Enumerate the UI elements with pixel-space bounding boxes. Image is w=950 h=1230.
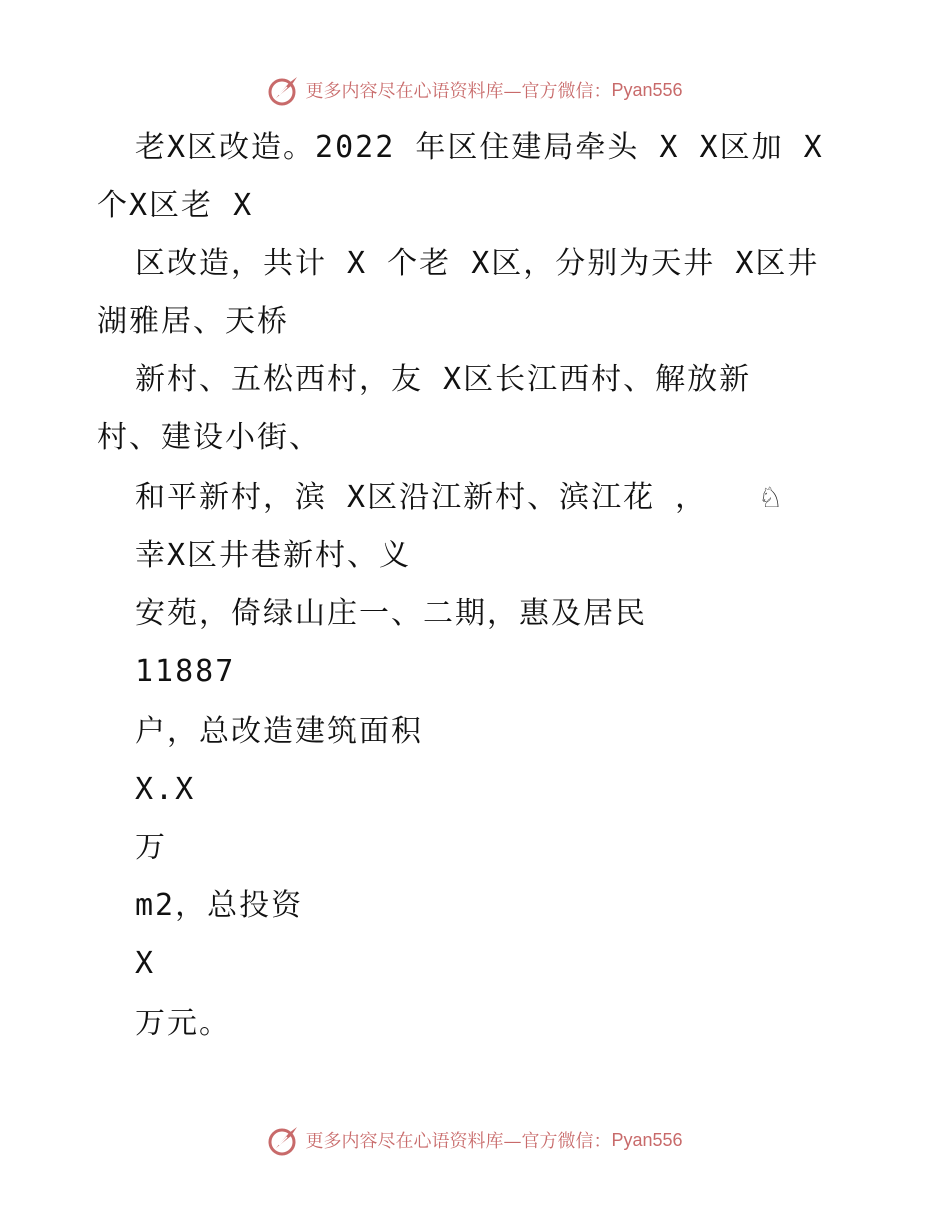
quill-logo-icon — [267, 73, 301, 107]
banner-prefix-text: 更多内容尽在心语资料库—官方微信： — [305, 1131, 612, 1152]
body-line-15: X — [135, 946, 156, 981]
quill-logo-icon — [267, 1123, 301, 1157]
banner-prefix-text: 更多内容尽在心语资料库—官方微信： — [305, 81, 612, 102]
body-line-1: 老X区改造。2022 年区住建局牵头 X X区加 X — [135, 130, 824, 165]
body-line-9: 安苑，倚绿山庄一、二期，惠及居民 — [135, 596, 647, 631]
footer-watermark-banner — [0, 1122, 950, 1158]
body-line-6: 村、建设小街、 — [97, 420, 321, 455]
body-line-14: m2，总投资 — [135, 888, 304, 923]
body-line-2: 个X区老 X — [97, 188, 254, 223]
body-line-4: 湖雅居、天桥 — [97, 304, 289, 339]
body-line-11: 户，总改造建筑面积 — [135, 714, 423, 749]
body-line-10: 11887 — [135, 654, 236, 689]
body-line-8: 幸X区井巷新村、义 — [135, 538, 412, 573]
header-watermark-banner — [0, 72, 950, 108]
banner-handle-text: Pyan556 — [611, 79, 683, 100]
body-line-13: 万 — [135, 830, 167, 865]
body-line-3: 区改造，共计 X 个老 X区，分别为天井 X区井 — [135, 246, 820, 281]
body-line-5: 新村、五松西村，友 X区长江西村、解放新 — [135, 362, 752, 397]
body-line-7: 和平新村，滨 X区沿江新村、滨江花 ， — [135, 480, 708, 515]
banner-handle-text: Pyan556 — [611, 1129, 683, 1150]
body-line-12: X.X — [135, 772, 196, 807]
knight-glyph-icon: ♘ — [758, 481, 784, 514]
body-line-16: 万元。 — [135, 1006, 231, 1041]
